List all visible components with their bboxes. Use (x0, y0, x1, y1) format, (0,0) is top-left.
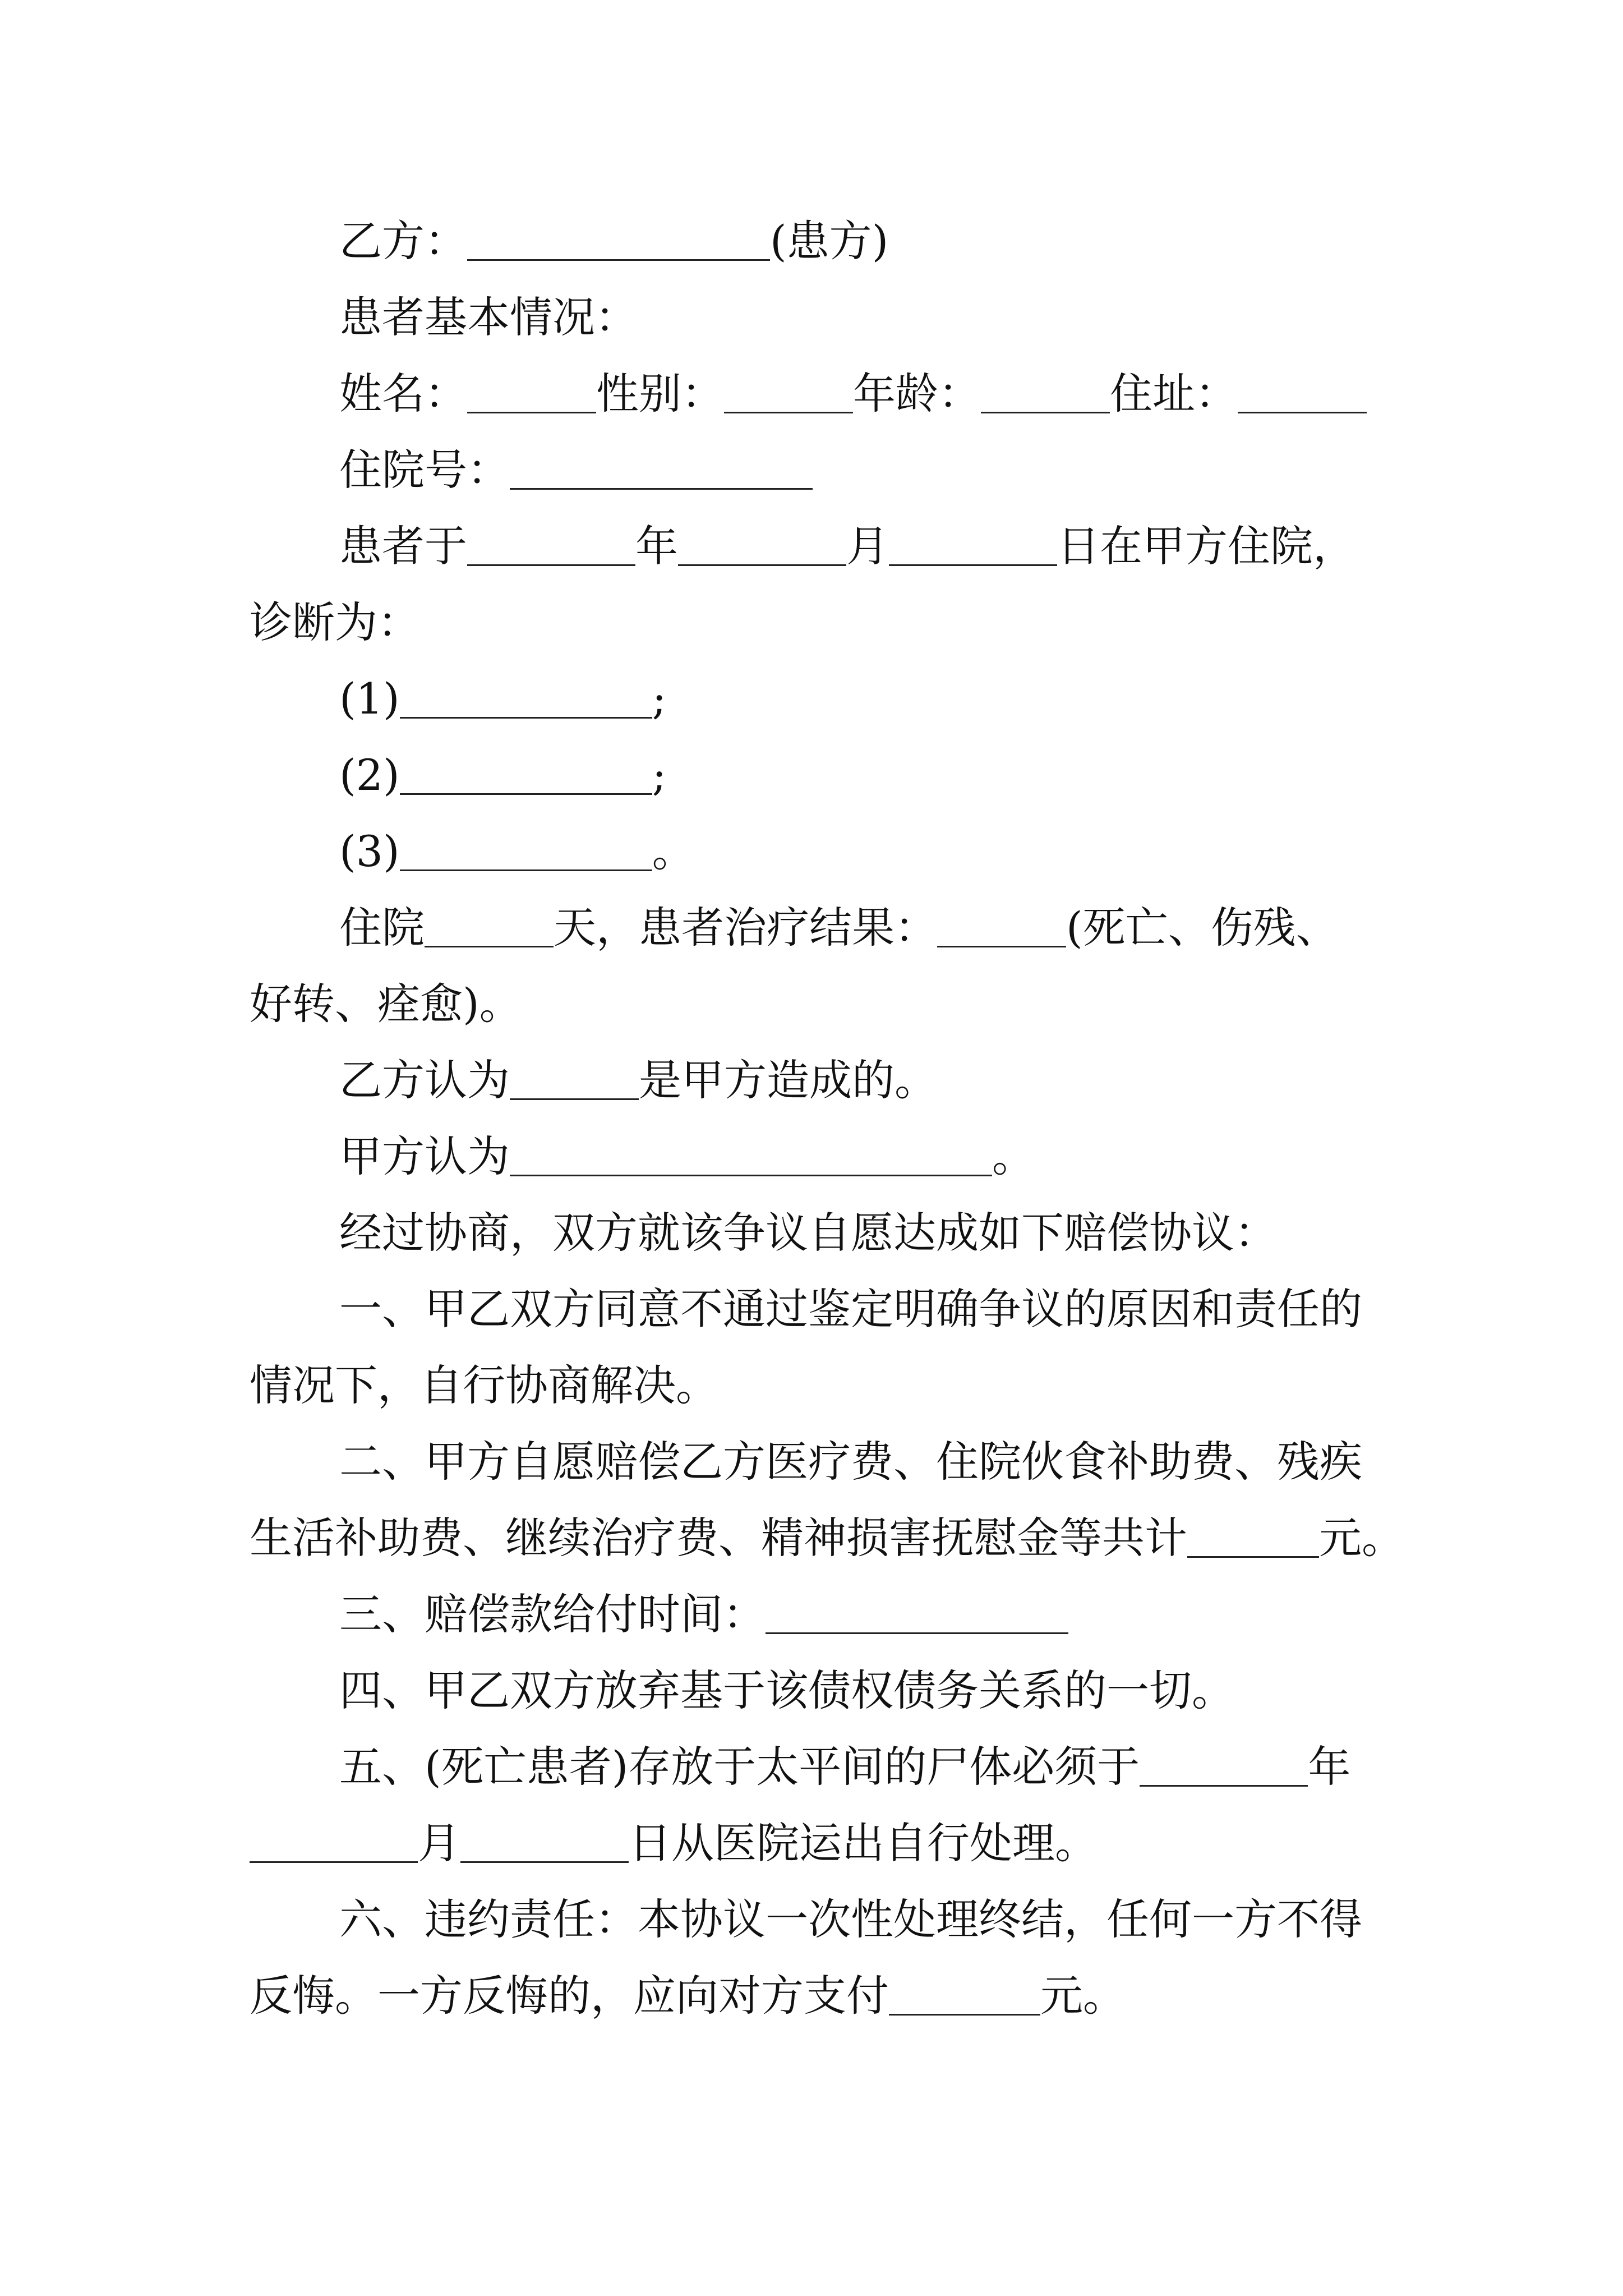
outcome-options-line (250, 966, 1394, 1042)
clause-2-line-2 (250, 1500, 1404, 1576)
admitted-on-prefix: 患者于 (339, 521, 467, 571)
clause-2-text-1: 二、甲方自愿赔偿乙方医疗费、住院伙食补助费、残疾 (339, 1437, 1362, 1487)
party-a-view-prefix: 甲方认为 (339, 1131, 510, 1181)
negotiation-intro-text: 经过协商，双方就该争议自愿达成如下赔偿协议： (339, 1208, 1277, 1258)
party-b-role: (患方) (770, 216, 889, 266)
party-b-label: 乙方： (339, 216, 467, 266)
document-body (250, 203, 1404, 2034)
admission-no-blank (510, 448, 813, 490)
clause-6-text-1: 六、违约责任：本协议一次性处理终结，任何一方不得 (339, 1894, 1362, 1944)
admission-number-line (250, 432, 1394, 508)
clause-1-text-2: 情况下，自行协商解决。 (250, 1360, 718, 1410)
clause-1-line-2 (250, 1347, 1394, 1424)
treatment-outcome-blank (937, 905, 1066, 947)
outcome-options-line1: (死亡、伤残、 (1066, 903, 1339, 953)
clause-5-line-1 (250, 1729, 1394, 1805)
hospital-stay-line (250, 890, 1394, 966)
party-b-line (250, 203, 1394, 279)
hospital-days-blank (425, 905, 554, 947)
removal-day-blank (460, 1821, 629, 1863)
admission-year-blank (467, 524, 635, 566)
removal-month-blank (250, 1821, 418, 1863)
patient-info-heading (250, 279, 1394, 356)
address-blank (1238, 371, 1367, 413)
clause-5-text-2: 日从医院运出自行处理。 (629, 1818, 1098, 1868)
party-b-view-blank (510, 1058, 639, 1100)
age-blank (981, 371, 1110, 413)
party-b-view-suffix: 是甲方造成的。 (639, 1055, 937, 1105)
month-label: 月 (846, 521, 889, 571)
party-a-view-punctuation: 。 (992, 1131, 1035, 1181)
breach-amount-blank (889, 1973, 1040, 2016)
clause-6-line-1 (250, 1881, 1394, 1958)
clause-1-text-1: 一、甲乙双方同意不通过鉴定明确争议的原因和责任的 (339, 1284, 1362, 1334)
diagnosis-2-blank (400, 753, 652, 795)
clause-2-yuan: 元。 (1319, 1513, 1404, 1563)
year-label: 年 (635, 521, 678, 571)
admission-day-blank (889, 524, 1057, 566)
diagnosis-label-line (250, 585, 1394, 661)
party-b-view-prefix: 乙方认为 (339, 1055, 510, 1105)
admitted-on-suffix: 日在甲方住院， (1057, 521, 1355, 571)
diagnosis-1-number: (1) (339, 674, 400, 724)
clause-5-text-1: 五、(死亡患者)存放于太平间的尸体必须于 (339, 1742, 1140, 1792)
diagnosis-2-punctuation: ; (652, 750, 667, 800)
diagnosis-1-blank (400, 677, 652, 719)
compensation-amount-blank (1187, 1516, 1319, 1558)
clause-1-line-1 (250, 1271, 1394, 1347)
patient-details-line (250, 356, 1394, 432)
outcome-options-line2: 好转、痊愈)。 (250, 979, 522, 1029)
clause-2-line-1 (250, 1424, 1394, 1500)
clause-5-month: 月 (418, 1818, 460, 1868)
party-a-view-blank (510, 1134, 992, 1176)
diagnosis-1-punctuation: ; (652, 674, 667, 724)
party-a-view-line (250, 1119, 1394, 1195)
clause-3-label: 三、赔偿款给付时间： (339, 1589, 766, 1639)
name-blank (467, 371, 596, 413)
address-label: 住址： (1110, 369, 1238, 418)
hospital-stay-prefix: 住院 (339, 903, 425, 953)
hospital-stay-suffix: 天，患者治疗结果： (554, 903, 937, 953)
clause-5-year: 年 (1308, 1742, 1351, 1792)
diagnosis-3-number: (3) (339, 826, 400, 876)
clause-4-line (250, 1653, 1394, 1729)
admission-month-blank (678, 524, 846, 566)
admission-no-label: 住院号： (339, 445, 510, 495)
diagnosis-item-2 (250, 737, 1394, 813)
diagnosis-label: 诊断为： (250, 597, 420, 647)
name-label: 姓名： (339, 369, 467, 418)
clause-6-yuan: 元。 (1040, 1971, 1126, 2021)
party-b-view-line (250, 1042, 1394, 1119)
party-b-blank (467, 219, 770, 261)
diagnosis-3-punctuation: 。 (652, 826, 695, 876)
diagnosis-3-blank (400, 829, 652, 871)
clause-2-text-2: 生活补助费、继续治疗费、精神损害抚慰金等共计 (250, 1513, 1187, 1563)
clause-4-text: 四、甲乙双方放弃基于该债权债务关系的一切。 (339, 1665, 1234, 1715)
age-label: 年龄： (853, 369, 981, 418)
removal-year-blank (1140, 1745, 1308, 1787)
gender-blank (724, 371, 853, 413)
patient-info-heading-text: 患者基本情况： (339, 292, 638, 342)
diagnosis-item-3 (250, 813, 1394, 890)
payment-time-blank (766, 1592, 1068, 1634)
negotiation-intro (250, 1195, 1394, 1271)
gender-label: 性别： (596, 369, 724, 418)
clause-5-line-2 (250, 1805, 1394, 1881)
admission-date-line (250, 508, 1394, 585)
diagnosis-item-1 (250, 661, 1394, 737)
clause-3-line (250, 1576, 1394, 1653)
clause-6-line-2 (250, 1958, 1394, 2034)
clause-6-text-2: 反悔。一方反悔的，应向对方支付 (250, 1971, 889, 2021)
diagnosis-2-number: (2) (339, 750, 400, 800)
